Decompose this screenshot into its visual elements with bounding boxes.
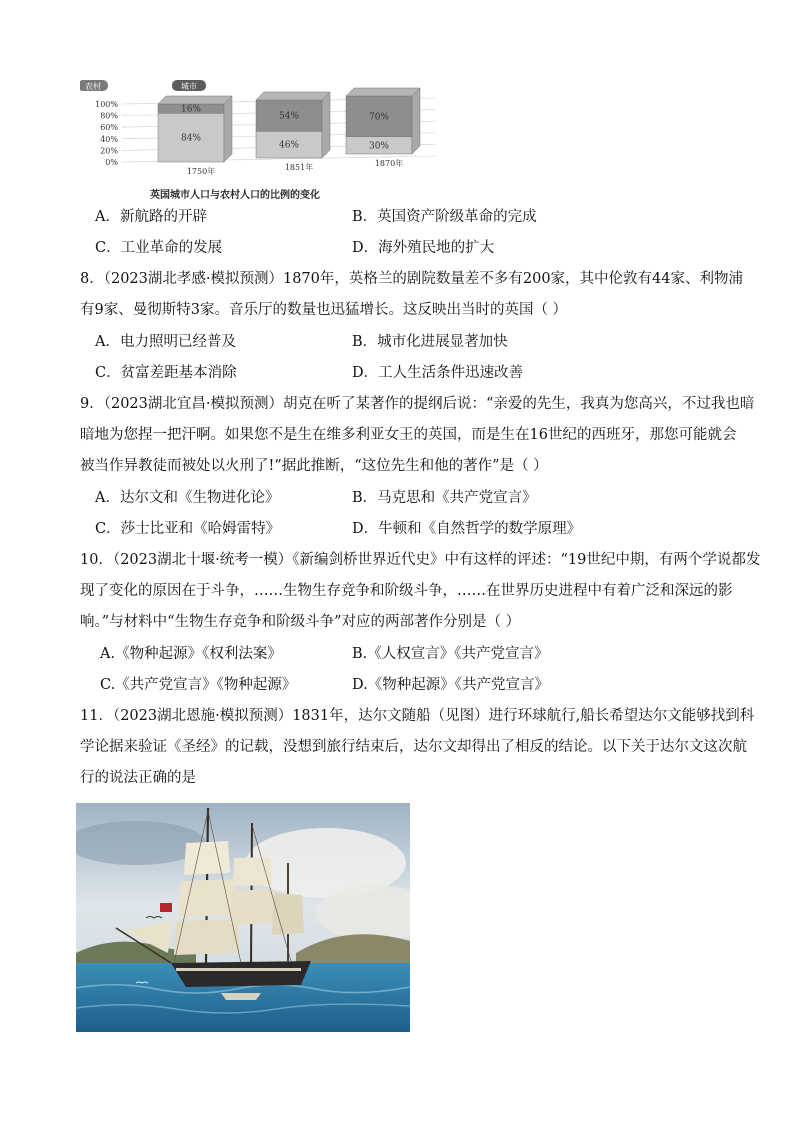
q8-option-c[interactable]: C．贫富差距基本消除 [95, 365, 237, 381]
data-label-rural: 30% [368, 141, 390, 152]
q10-stem-line-2: 现了变化的原因在于斗争，……生物生存竞争和阶级斗争，……在世界历史进程中有着广泛和深远的影 [80, 583, 733, 599]
bar-top [346, 88, 420, 96]
bar-side [322, 92, 330, 158]
data-label-urban: 16% [180, 104, 202, 115]
chart-title: 英国城市人口与农村人口的比例的变化 [150, 190, 320, 201]
q9-option-a[interactable]: A．达尔文和《生物进化论》 [95, 490, 280, 506]
x-category-label: 1870年 [374, 159, 404, 168]
bar-top [256, 92, 330, 100]
q10-option-b[interactable]: B.《人权宣言》《共产党宣言》 [352, 646, 549, 662]
legend-urban-label: 城市 [181, 82, 197, 91]
q8-option-d[interactable]: D．工人生活条件迅速改善 [352, 365, 524, 381]
q10-option-d[interactable]: D.《物种起源》《共产党宣言》 [352, 677, 549, 693]
q11-stem-line-2: 学论据来验证《圣经》的记载，没想到旅行结束后，达尔文却得出了相反的结论。以下关于达尔文这次航 [80, 739, 747, 755]
data-label-rural: 46% [278, 140, 300, 151]
y-tick-label: 80% [100, 111, 118, 121]
chart-svg [80, 78, 440, 206]
q9-stem-line-1: 9．（2023湖北宜昌·模拟预测）胡克在听了某著作的提纲后说：“亲爱的先生，我真为您高兴，不过我也暗 [80, 396, 755, 412]
q9-option-d[interactable]: D．牛顿和《自然哲学的数学原理》 [352, 521, 582, 537]
ship-painting [76, 803, 410, 1032]
q9-stem-line-3: 被当作异教徒而被处以火刑了!”据此推断，“这位先生和他的著作”是（ ） [80, 458, 548, 474]
ship-illustration [76, 803, 410, 1032]
y-tick-label: 60% [100, 123, 118, 133]
y-tick-label: 100% [95, 100, 118, 109]
bar-side [224, 96, 232, 162]
data-label-rural: 84% [180, 133, 202, 144]
x-category-label: 1851年 [284, 163, 314, 172]
population-ratio-chart [80, 78, 440, 206]
q8-option-b[interactable]: B．城市化进展显著加快 [352, 334, 508, 350]
data-label-urban: 54% [278, 111, 300, 122]
q10-option-a[interactable]: A.《物种起源》《权利法案》 [100, 646, 282, 662]
q9-option-b[interactable]: B．马克思和《共产党宣言》 [352, 490, 537, 506]
q7-option-c[interactable]: C．工业革命的发展 [95, 240, 223, 256]
y-tick-label: 0% [105, 158, 118, 167]
q7-option-d[interactable]: D．海外殖民地的扩大 [352, 240, 495, 256]
q7-option-a[interactable]: A．新航路的开辟 [95, 209, 207, 225]
q7-option-b[interactable]: B．英国资产阶级革命的完成 [352, 209, 537, 225]
q9-stem-line-2: 暗地为您捏一把汗啊。如果您不是生在维多利亚女王的英国，而是生在16世纪的西班牙，那您可能就会 [80, 427, 737, 443]
bar-side [412, 88, 420, 154]
q8-option-a[interactable]: A．电力照明已经普及 [95, 334, 236, 350]
q8-stem-line-1: 8．（2023湖北孝感·模拟预测）1870年，英格兰的剧院数量差不多有200家，其中伦敦有44家、利物浦 [80, 271, 744, 287]
y-tick-label: 20% [100, 146, 118, 156]
q10-stem-line-3: 响。”与材料中“生物生存竞争和阶级斗争”对应的两部著作分别是（ ） [80, 614, 521, 630]
y-tick-label: 40% [100, 134, 118, 144]
q10-option-c[interactable]: C.《共产党宣言》《物种起源》 [100, 677, 297, 693]
bar-top [158, 96, 232, 104]
x-category-label: 1750年 [186, 167, 216, 176]
q8-stem-line-2: 有9家、曼彻斯特3家。音乐厅的数量也迅猛增长。这反映出当时的英国（ ） [80, 302, 568, 318]
data-label-urban: 70% [368, 112, 390, 123]
q11-stem-line-1: 11．（2023湖北恩施·模拟预测）1831年，达尔文随船（见图）进行环球航行,船长希望达尔文能够找到科 [80, 708, 755, 724]
q11-stem-line-3: 行的说法正确的是 [80, 770, 196, 786]
legend-rural-label: 农村 [85, 82, 101, 91]
q10-stem-line-1: 10．（2023湖北十堰·统考一模）《新编剑桥世界近代史》中有这样的评述：“19世纪中期，有两个学说都发 [80, 552, 761, 568]
q9-option-c[interactable]: C．莎士比亚和《哈姆雷特》 [95, 521, 281, 537]
